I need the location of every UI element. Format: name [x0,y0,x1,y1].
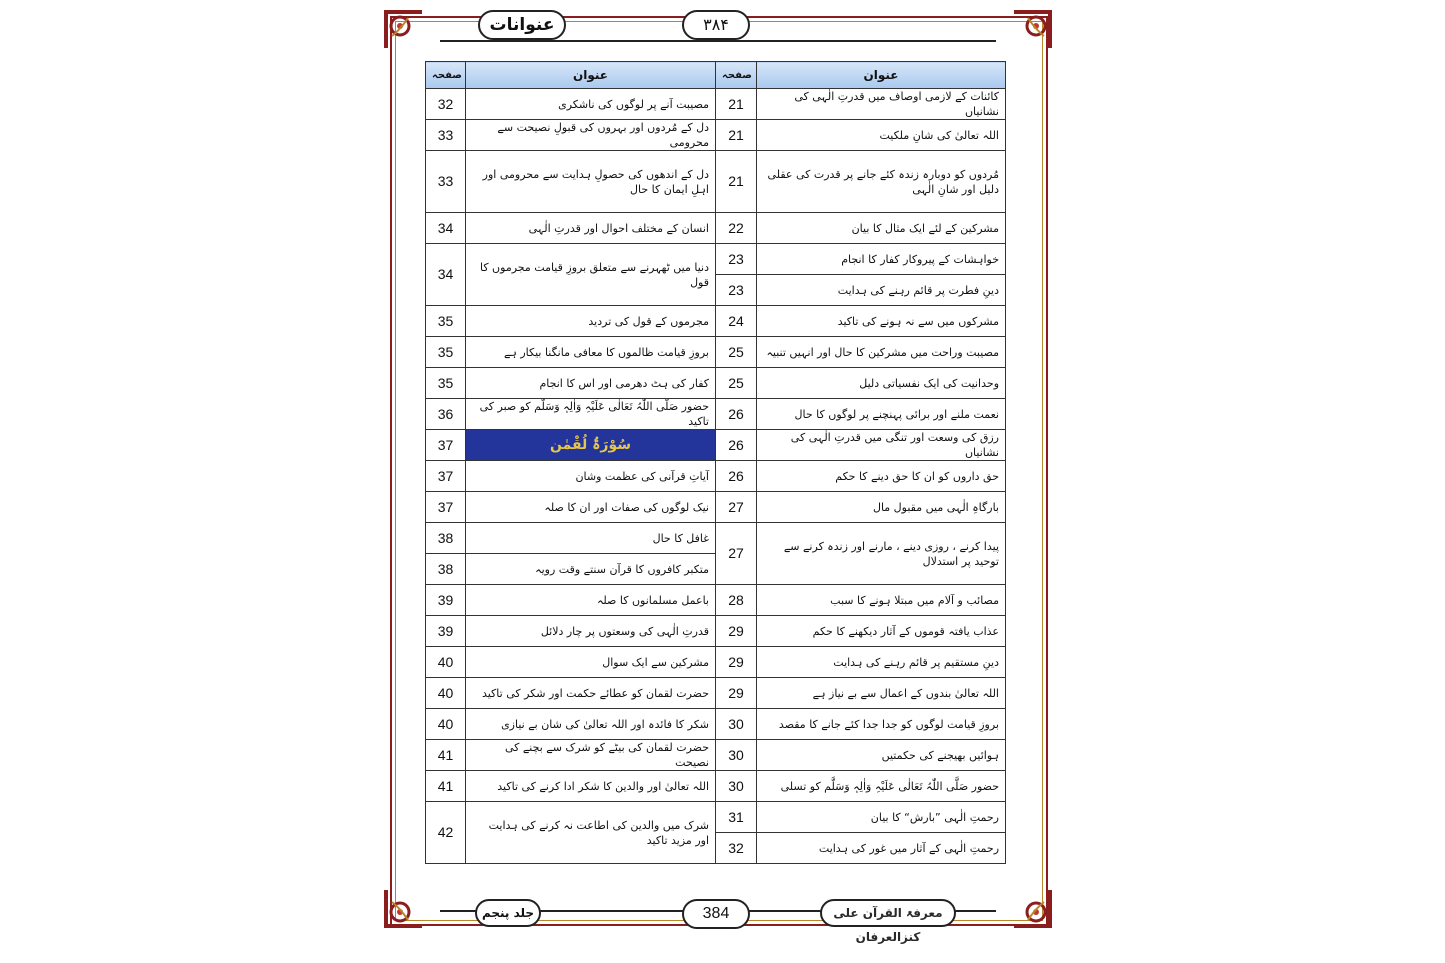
topic-cell: بروزِ قیامت لوگوں کو جدا جدا کئے جانے کا مقصد [757,709,1006,740]
page-number-cell: 34 [426,213,466,244]
column-header-topic: عنوان [466,62,716,89]
page-number-cell: 29 [716,616,757,647]
topic-cell: اللہ تعالیٰ اور والدین کا شکر ادا کرنے کی تاکید [466,771,716,802]
table-row [426,771,716,802]
page-number-cell: 40 [426,709,466,740]
page-number-cell: 31 [716,802,757,833]
topic-cell: رحمتِ الٰہی کے آثار میں غور کی ہدایت [757,833,1006,864]
table-row [716,740,1006,771]
table-row [716,337,1006,368]
topic-cell: مصیبت آنے پر لوگوں کی ناشکری [466,89,716,120]
page-number-cell: 41 [426,740,466,771]
topic-cell: حضرت لقمان کو عطائے حکمت اور شکر کی تاکید [466,678,716,709]
topic-cell: انسان کے مختلف احوال اور قدرتِ الٰہی [466,213,716,244]
page-number-cell: 33 [426,120,466,151]
table-row [426,523,716,554]
page-number-cell: 21 [716,151,757,213]
page-number-cell: 30 [716,709,757,740]
page-number-cell: 35 [426,337,466,368]
table-row [426,492,716,523]
corner-ornament [1010,6,1056,52]
topic-cell: مصیبت وراحت میں مشرکین کا حال اور انہیں تنبیہ [757,337,1006,368]
table-row [716,244,1006,275]
table-row [426,678,716,709]
page-number-cell: 36 [426,399,466,430]
page-number-cell: 37 [426,461,466,492]
topic-cell: دینِ مستقیم پر قائم رہنے کی ہدایت [757,647,1006,678]
table-row [426,213,716,244]
book-page [380,6,1056,944]
table-row [426,337,716,368]
page-number-cell: 40 [426,647,466,678]
topic-cell: حضور صَلَّی اللّٰہُ تَعَالٰی عَلَیْہِ وَاٰلِہٖ وَسَلَّم کو تسلی [757,771,1006,802]
topic-cell: سُوْرَۃُ لُقْمٰن [466,430,716,461]
page-number-cell: 39 [426,585,466,616]
table-row [716,89,1006,120]
page-number-cell: 26 [716,461,757,492]
topic-cell: مُردوں کو دوبارہ زندہ کئے جانے پر قدرت کی عقلی دلیل اور شانِ الٰہی [757,151,1006,213]
topic-cell: دنیا میں ٹھہرنے سے متعلق بروزِ قیامت مجرموں کا قول [466,244,716,306]
table-row [716,585,1006,616]
topic-cell: بارگاہِ الٰہی میں مقبول مال [757,492,1006,523]
left-index-table [425,61,716,864]
topic-cell: بروزِ قیامت ظالموں کا معافی مانگنا بیکار ہے [466,337,716,368]
page-number-cell: 27 [716,492,757,523]
page-number-cell: 37 [426,492,466,523]
page-number-cell: 32 [426,89,466,120]
topic-cell: حق داروں کو ان کا حق دینے کا حکم [757,461,1006,492]
topic-cell: باعمل مسلمانوں کا صلہ [466,585,716,616]
page-number-cell: 28 [716,585,757,616]
table-row [716,306,1006,337]
page-number-cell: 22 [716,213,757,244]
table-row [426,616,716,647]
table-row [426,368,716,399]
topic-cell: مصائب و آلام میں مبتلا ہونے کا سبب [757,585,1006,616]
corner-ornament [1010,886,1056,932]
table-row [426,709,716,740]
page-number-cell: 26 [716,399,757,430]
topic-cell: دل کے اندھوں کی حصولِ ہدایت سے محرومی اور اہلِ ایمان کا حال [466,151,716,213]
corner-ornament [380,886,426,932]
table-row [716,213,1006,244]
page-number-cell: 29 [716,647,757,678]
table-row [426,430,716,461]
table-row [426,89,716,120]
page-number-cell: 38 [426,523,466,554]
topic-cell: حضرت لقمان کی بیٹے کو شرک سے بچنے کی نصیحت [466,740,716,771]
topic-cell: وحدانیت کی ایک نفسیاتی دلیل [757,368,1006,399]
page-number-cell: 23 [716,275,757,306]
page-number-cell: 25 [716,368,757,399]
table-row [426,461,716,492]
page-number-cell: 32 [716,833,757,864]
topic-cell: مشرکین سے ایک سوال [466,647,716,678]
table-row [716,523,1006,585]
book-title: معرفۃ القرآن علی کنزالعرفان [820,899,956,927]
topic-cell: مشرکوں میں سے نہ ہونے کی تاکید [757,306,1006,337]
page-number-cell: 42 [426,802,466,864]
table-row [426,585,716,616]
page-number-cell: 35 [426,368,466,399]
table-row [426,740,716,771]
header-rule [440,40,996,42]
page-title: عنوانات [478,10,566,40]
topic-cell: پیدا کرنے ، روزی دینے ، مارنے اور زندہ کرنے سے توحید پر استدلال [757,523,1006,585]
table-row [426,399,716,430]
topic-cell: شرک میں والدین کی اطاعت نہ کرنے کی ہدایت اور مزید تاکید [466,802,716,864]
table-row [716,709,1006,740]
column-header-topic: عنوان [757,62,1006,89]
topic-cell: عذاب یافتہ قوموں کے آثار دیکھنے کا حکم [757,616,1006,647]
topic-cell: رزق کی وسعت اور تنگی میں قدرتِ الٰہی کی نشانیاں [757,430,1006,461]
page-number-cell: 29 [716,678,757,709]
page-number-cell: 25 [716,337,757,368]
topic-cell: اللہ تعالیٰ بندوں کے اعمال سے بے نیاز ہے [757,678,1006,709]
topic-cell: خواہشات کے پیروکار کفار کا انجام [757,244,1006,275]
table-row [716,120,1006,151]
topic-cell: رحمتِ الٰہی ”بارش“ کا بیان [757,802,1006,833]
topic-cell: مجرموں کے قول کی تردید [466,306,716,337]
page-number-cell: 35 [426,306,466,337]
table-row [716,275,1006,306]
table-row [716,771,1006,802]
page-number-cell: 40 [426,678,466,709]
page-number-cell: 33 [426,151,466,213]
table-row [716,802,1006,833]
table-row [716,461,1006,492]
table-row [426,120,716,151]
page-number-cell: 27 [716,523,757,585]
page-number-cell: 24 [716,306,757,337]
page-number-cell: 38 [426,554,466,585]
table-row [716,399,1006,430]
right-index-table [715,61,1006,864]
table-row [426,306,716,337]
page-number-cell: 23 [716,244,757,275]
table-row [716,368,1006,399]
page-number-cell: 26 [716,430,757,461]
topic-cell: غافل کا حال [466,523,716,554]
page-number-cell: 37 [426,430,466,461]
column-header-page: صفحہ [716,62,757,89]
page-number-cell: 21 [716,120,757,151]
table-row [716,430,1006,461]
table-row [716,678,1006,709]
corner-ornament [380,6,426,52]
page-number-cell: 39 [426,616,466,647]
page-number-cell: 41 [426,771,466,802]
topic-cell: نیک لوگوں کی صفات اور ان کا صلہ [466,492,716,523]
volume-label: جلد پنجم [475,899,541,927]
table-row [426,554,716,585]
table-row [426,647,716,678]
table-row [716,647,1006,678]
topic-cell: دل کے مُردوں اور بہروں کی قبولِ نصیحت سے محرومی [466,120,716,151]
table-row [716,492,1006,523]
page-number-cell: 30 [716,740,757,771]
table-row [426,244,716,306]
topic-cell: کائنات کے لازمی اوصاف میں قدرتِ الٰہی کی نشانیاں [757,89,1006,120]
topic-cell: قدرتِ الٰہی کی وسعتوں پر چار دلائل [466,616,716,647]
topic-cell: آیاتِ قرآنی کی عظمت وشان [466,461,716,492]
topic-cell: حضور صَلَّی اللّٰہُ تَعَالٰی عَلَیْہِ وَاٰلِہٖ وَسَلَّم کو صبر کی تاکید [466,399,716,430]
table-row [716,151,1006,213]
page-number-bottom: 384 [682,899,750,929]
topic-cell: اللہ تعالیٰ کی شانِ ملکیت [757,120,1006,151]
column-header-page: صفحہ [426,62,466,89]
page-number-cell: 21 [716,89,757,120]
table-row [716,616,1006,647]
topic-cell: ہوائیں بھیجنے کی حکمتیں [757,740,1006,771]
topic-cell: مشرکین کے لئے ایک مثال کا بیان [757,213,1006,244]
page-number-top: ۳۸۴ [682,10,750,40]
topic-cell: نعمت ملنے اور برائی پہنچنے پر لوگوں کا حال [757,399,1006,430]
table-row [426,802,716,864]
topic-cell: شکر کا فائدہ اور اللہ تعالیٰ کی شان بے نیازی [466,709,716,740]
table-row [426,151,716,213]
table-row [716,833,1006,864]
topic-cell: متکبر کافروں کا قرآن سنتے وقت رویہ [466,554,716,585]
topic-cell: کفار کی ہٹ دھرمی اور اس کا انجام [466,368,716,399]
page-number-cell: 30 [716,771,757,802]
page-number-cell: 34 [426,244,466,306]
topic-cell: دینِ فطرت پر قائم رہنے کی ہدایت [757,275,1006,306]
